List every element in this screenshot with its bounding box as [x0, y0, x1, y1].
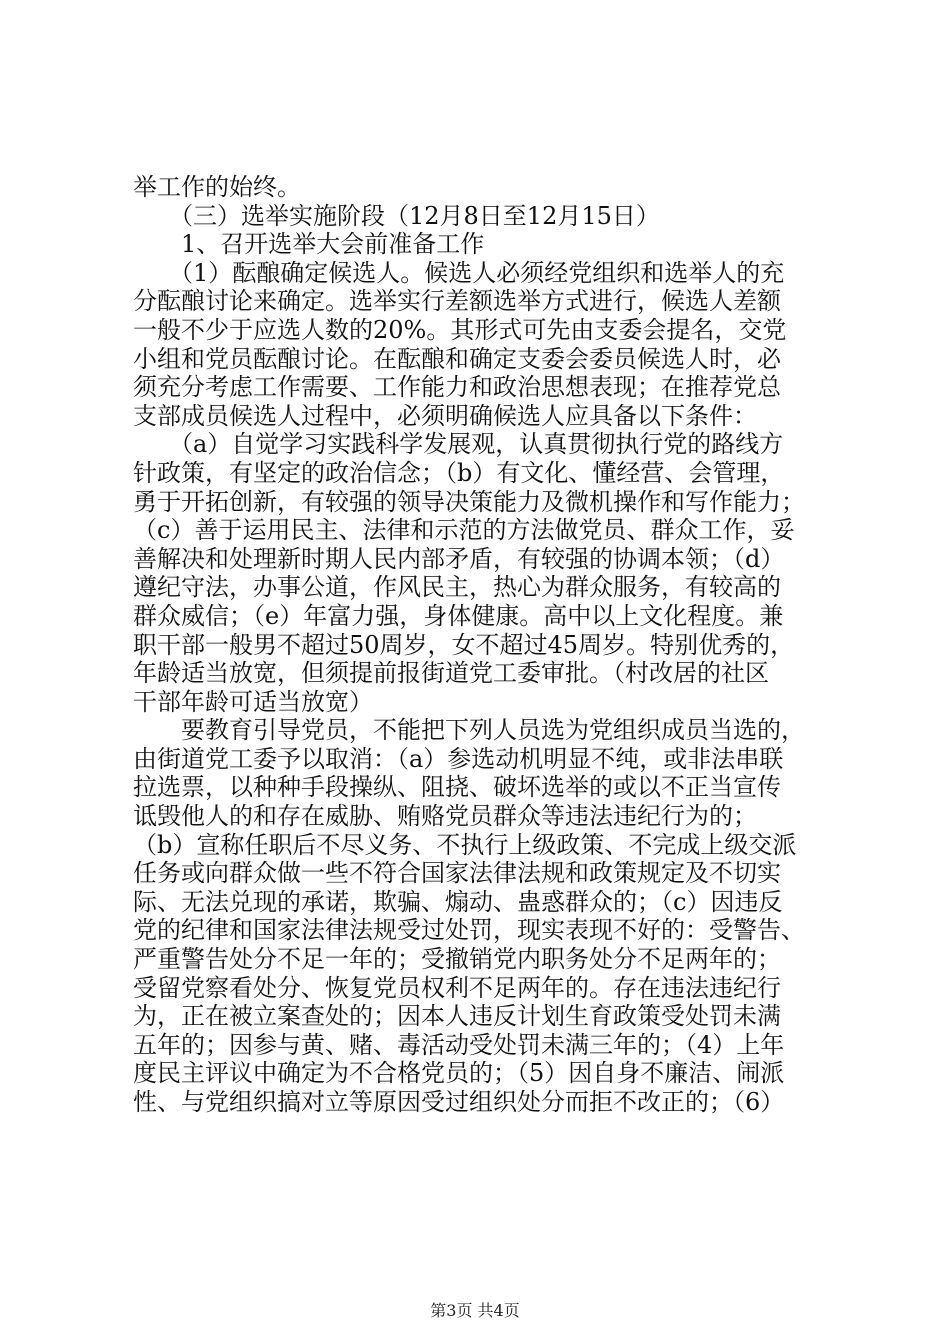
text-line: 严重警告处分不足一年的；受撤销党内职务处分不足两年的； — [133, 945, 781, 974]
text-line: 群众威信；（e）年富力强，身体健康。高中以上文化程度。兼 — [133, 601, 784, 630]
text-line: 度民主评议中确定为不合格党员的；（5）因自身不廉洁、闹派 — [133, 1059, 785, 1088]
text-line: 须充分考虑工作需要、工作能力和政治思想表现；在推荐党总 — [133, 373, 781, 402]
text-line: 要教育引导党员，不能把下列人员选为党组织成员当选的， — [133, 716, 805, 745]
text-line: 善解决和处理新时期人民内部矛盾，有较强的协调本领；（d） — [133, 544, 785, 573]
text-line: 分酝酿讨论来确定。选举实行差额选举方式进行，候选人差额 — [133, 287, 781, 316]
text-line: 一般不少于应选人数的20%。其形式可先由支委会提名，交党 — [133, 315, 787, 344]
text-line: 拉选票，以种种手段操纵、阻挠、破坏选举的或以不正当宣传 — [133, 773, 781, 802]
text-line: 支部成员候选人过程中，必须明确候选人应具备以下条件： — [133, 401, 757, 430]
text-line: 遵纪守法，办事公道，作风民主，热心为群众服务，有较高的 — [133, 573, 781, 602]
text-line: 诋毁他人的和存在威胁、贿赂党员群众等违法违纪行为的； — [133, 802, 757, 831]
text-line: （三）选举实施阶段（12月8日至12月15日） — [133, 201, 660, 230]
text-line: 由街道党工委予以取消：（a）参选动机明显不纯，或非法串联 — [133, 744, 784, 773]
text-line: 际、无法兑现的承诺，欺骗、煽动、蛊惑群众的；（c）因违反 — [133, 887, 783, 916]
text-line: 任务或向群众做一些不符合国家法律法规和政策规定及不切实 — [133, 859, 781, 888]
text-line: 小组和党员酝酿讨论。在酝酿和确定支委会委员候选人时，必 — [133, 344, 781, 373]
text-line: 职干部一般男不超过50周岁，女不超过45周岁。特别优秀的， — [133, 630, 795, 659]
text-line: （1）酝酿确定候选人。候选人必须经党组织和选举人的充 — [133, 258, 785, 287]
text-line: 性、与党组织搞对立等原因受过组织处分而拒不改正的；（6） — [133, 1088, 785, 1116]
text-line: 党的纪律和国家法律法规受过处罚，现实表现不好的：受警告、 — [133, 916, 805, 945]
text-line: 为，正在被立案查处的；因本人违反计划生育政策受处罚未满 — [133, 1002, 781, 1031]
document-body — [133, 173, 845, 1117]
text-line: 举工作的始终。 — [133, 173, 301, 201]
text-line: 五年的；因参与黄、赌、毒活动受处罚未满三年的；（4）上年 — [133, 1030, 785, 1059]
text-line: （b）宣称任职后不尽义务、不执行上级政策、不完成上级交派 — [133, 830, 797, 859]
text-line: 受留党察看处分、恢复党员权利不足两年的。存在违法违纪行 — [133, 973, 781, 1002]
text-line: （c）善于运用民主、法律和示范的方法做党员、群众工作，妥 — [133, 516, 795, 545]
text-line: 年龄适当放宽，但须提前报街道党工委审批。（村改居的社区 — [133, 659, 769, 688]
text-line: 针政策，有坚定的政治信念；（b）有文化、懂经营、会管理， — [133, 458, 785, 487]
text-line: 干部年龄可适当放宽） — [133, 687, 373, 716]
text-line: 1、召开选举大会前准备工作 — [133, 230, 485, 259]
text-line: （a）自觉学习实践科学发展观，认真贯彻执行党的路线方 — [133, 430, 784, 459]
text-line: 勇于开拓创新，有较强的领导决策能力及微机操作和写作能力； — [133, 487, 805, 516]
page-footer: 第3页 共4页 — [430, 1301, 520, 1320]
